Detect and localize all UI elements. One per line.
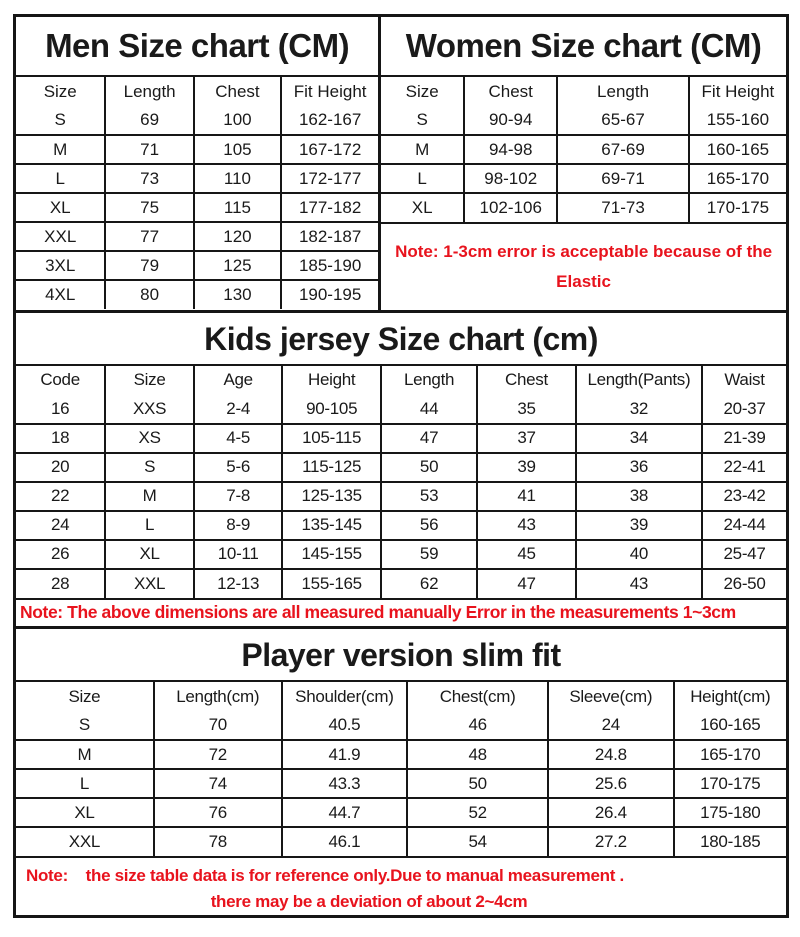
table-cell: 27.2 [548, 827, 674, 856]
table-cell: 5-6 [194, 453, 283, 482]
table-cell: 26.4 [548, 798, 674, 827]
table-row [16, 569, 786, 598]
table-row [16, 798, 786, 827]
table-cell: 177-182 [281, 193, 378, 222]
table-row [16, 106, 378, 135]
column-header: Size [381, 77, 464, 106]
column-header: Chest(cm) [407, 682, 548, 711]
women-note-line1: Note: 1-3cm error is acceptable because of the [395, 241, 773, 261]
table-row [16, 740, 786, 769]
kids-header-row [16, 366, 786, 395]
table-cell: L [105, 511, 194, 540]
player-header-row [16, 682, 786, 711]
table-row [16, 251, 378, 280]
table-cell: XXL [16, 827, 154, 856]
table-cell: 115 [194, 193, 281, 222]
column-header: Sleeve(cm) [548, 682, 674, 711]
column-header: Length(Pants) [576, 366, 702, 395]
column-header: Shoulder(cm) [282, 682, 408, 711]
table-cell: 41 [477, 482, 576, 511]
table-cell: 135-145 [282, 511, 381, 540]
table-cell: XXL [16, 222, 105, 251]
table-row [16, 424, 786, 453]
table-row [16, 827, 786, 856]
table-row [381, 106, 786, 135]
table-cell: 69 [105, 106, 193, 135]
column-header: Length(cm) [154, 682, 282, 711]
women-elastic-note [381, 222, 786, 310]
table-row [16, 193, 378, 222]
table-cell: 44 [381, 395, 477, 424]
kids-size-chart-section [16, 310, 786, 626]
column-header: Chest [464, 77, 557, 106]
table-cell: 47 [477, 569, 576, 598]
column-header: Height [282, 366, 381, 395]
table-cell: 34 [576, 424, 702, 453]
column-header: Chest [477, 366, 576, 395]
table-cell: 170-175 [689, 193, 786, 222]
column-header: Length [381, 366, 477, 395]
table-cell: 22-41 [702, 453, 786, 482]
table-cell: 79 [105, 251, 193, 280]
table-row [16, 540, 786, 569]
table-cell: 46 [407, 711, 548, 740]
table-cell: XS [105, 424, 194, 453]
table-row [16, 222, 378, 251]
table-cell: 170-175 [674, 769, 786, 798]
table-cell: 69-71 [557, 164, 689, 193]
men-table-body [16, 106, 378, 309]
table-cell: 26-50 [702, 569, 786, 598]
table-cell: XL [381, 193, 464, 222]
table-cell: 43 [576, 569, 702, 598]
table-cell: 47 [381, 424, 477, 453]
column-header: Code [16, 366, 105, 395]
kids-table-body [16, 395, 786, 598]
player-note-line2: there may be a deviation of about 2~4cm [210, 892, 528, 911]
men-size-chart-title: Men Size chart (CM) [16, 17, 378, 77]
table-cell: L [381, 164, 464, 193]
table-cell: 3XL [16, 251, 105, 280]
table-cell: 32 [576, 395, 702, 424]
table-cell: 155-160 [689, 106, 786, 135]
table-cell: 74 [154, 769, 282, 798]
table-cell: 20-37 [702, 395, 786, 424]
table-cell: 53 [381, 482, 477, 511]
table-cell: 40.5 [282, 711, 408, 740]
column-header: Waist [702, 366, 786, 395]
table-cell: 38 [576, 482, 702, 511]
table-cell: 175-180 [674, 798, 786, 827]
column-header: Age [194, 366, 283, 395]
table-cell: 182-187 [281, 222, 378, 251]
table-cell: 67-69 [557, 135, 689, 164]
table-cell: 185-190 [281, 251, 378, 280]
player-version-title: Player version slim fit [16, 629, 786, 682]
table-cell: 46.1 [282, 827, 408, 856]
column-header: Fit Height [281, 77, 378, 106]
kids-measurement-note: Note: The above dimensions are all measured manually Error in the measurements 1~3cm [16, 598, 786, 626]
table-cell: 71-73 [557, 193, 689, 222]
table-cell: 190-195 [281, 280, 378, 309]
table-cell: 71 [105, 135, 193, 164]
table-cell: 39 [576, 511, 702, 540]
table-cell: M [381, 135, 464, 164]
table-row [16, 164, 378, 193]
table-cell: 23-42 [702, 482, 786, 511]
table-cell: 102-106 [464, 193, 557, 222]
table-row [381, 164, 786, 193]
table-cell: XL [16, 193, 105, 222]
table-cell: 24.8 [548, 740, 674, 769]
table-cell: 24-44 [702, 511, 786, 540]
table-cell: 35 [477, 395, 576, 424]
table-row [16, 453, 786, 482]
column-header: Chest [194, 77, 281, 106]
table-cell: 22 [16, 482, 105, 511]
table-cell: 50 [407, 769, 548, 798]
table-cell: 120 [194, 222, 281, 251]
table-cell: 98-102 [464, 164, 557, 193]
column-header: Length [557, 77, 689, 106]
table-cell: 73 [105, 164, 193, 193]
player-version-section [16, 626, 786, 915]
table-cell: 20 [16, 453, 105, 482]
table-cell: 21-39 [702, 424, 786, 453]
table-cell: 165-170 [689, 164, 786, 193]
table-cell: L [16, 769, 154, 798]
table-cell: 50 [381, 453, 477, 482]
table-cell: 115-125 [282, 453, 381, 482]
men-header-row [16, 77, 378, 106]
table-cell: 77 [105, 222, 193, 251]
table-cell: 125-135 [282, 482, 381, 511]
men-size-chart-section [16, 17, 378, 310]
table-cell: S [16, 711, 154, 740]
player-size-table [16, 682, 786, 856]
table-cell: 100 [194, 106, 281, 135]
table-cell: 180-185 [674, 827, 786, 856]
table-cell: S [381, 106, 464, 135]
table-cell: XXS [105, 395, 194, 424]
kids-size-chart-title: Kids jersey Size chart (cm) [16, 313, 786, 366]
table-cell: 70 [154, 711, 282, 740]
column-header: Size [16, 682, 154, 711]
table-cell: 94-98 [464, 135, 557, 164]
table-cell: 2-4 [194, 395, 283, 424]
table-cell: 45 [477, 540, 576, 569]
table-cell: 160-165 [674, 711, 786, 740]
table-cell: 24 [16, 511, 105, 540]
table-cell: 44.7 [282, 798, 408, 827]
table-row [16, 711, 786, 740]
table-cell: 28 [16, 569, 105, 598]
table-cell: 36 [576, 453, 702, 482]
table-row [381, 135, 786, 164]
column-header: Size [16, 77, 105, 106]
table-cell: 48 [407, 740, 548, 769]
table-cell: 41.9 [282, 740, 408, 769]
kids-size-table [16, 366, 786, 598]
table-cell: 62 [381, 569, 477, 598]
table-cell: 160-165 [689, 135, 786, 164]
table-cell: 105 [194, 135, 281, 164]
column-header: Length [105, 77, 193, 106]
table-cell: 18 [16, 424, 105, 453]
women-size-chart-section [378, 17, 786, 310]
table-cell: 110 [194, 164, 281, 193]
table-cell: 8-9 [194, 511, 283, 540]
table-cell: 90-94 [464, 106, 557, 135]
table-cell: 76 [154, 798, 282, 827]
table-cell: XXL [105, 569, 194, 598]
table-cell: M [16, 740, 154, 769]
women-size-chart-title: Women Size chart (CM) [381, 17, 786, 77]
table-cell: 145-155 [282, 540, 381, 569]
table-cell: 25.6 [548, 769, 674, 798]
table-cell: 130 [194, 280, 281, 309]
table-cell: 125 [194, 251, 281, 280]
table-cell: 155-165 [282, 569, 381, 598]
table-cell: 37 [477, 424, 576, 453]
table-cell: 167-172 [281, 135, 378, 164]
table-cell: 65-67 [557, 106, 689, 135]
table-cell: 52 [407, 798, 548, 827]
size-chart-sheet [13, 14, 789, 918]
table-cell: 4-5 [194, 424, 283, 453]
table-cell: 39 [477, 453, 576, 482]
table-row [16, 135, 378, 164]
table-cell: 24 [548, 711, 674, 740]
player-table-body [16, 711, 786, 856]
table-cell: 10-11 [194, 540, 283, 569]
table-cell: 43.3 [282, 769, 408, 798]
column-header: Height(cm) [674, 682, 786, 711]
table-cell: 43 [477, 511, 576, 540]
women-header-row [381, 77, 786, 106]
table-cell: 59 [381, 540, 477, 569]
table-cell: XL [16, 798, 154, 827]
top-section [16, 17, 786, 310]
table-row [16, 769, 786, 798]
table-cell: 72 [154, 740, 282, 769]
table-cell: 25-47 [702, 540, 786, 569]
column-header: Size [105, 366, 194, 395]
table-cell: 162-167 [281, 106, 378, 135]
table-row [16, 280, 378, 309]
table-cell: 56 [381, 511, 477, 540]
table-cell: 90-105 [282, 395, 381, 424]
table-cell: 12-13 [194, 569, 283, 598]
table-cell: L [16, 164, 105, 193]
table-cell: 7-8 [194, 482, 283, 511]
women-table-body [381, 106, 786, 222]
table-cell: 105-115 [282, 424, 381, 453]
table-cell: M [16, 135, 105, 164]
table-cell: M [105, 482, 194, 511]
table-cell: 75 [105, 193, 193, 222]
table-cell: 40 [576, 540, 702, 569]
player-note-line1: Note: the size table data is for reference only.Due to manual measurement . [26, 866, 624, 885]
women-note-line2: Elastic [556, 271, 611, 291]
table-cell: 26 [16, 540, 105, 569]
table-cell: 54 [407, 827, 548, 856]
player-reference-note [16, 856, 786, 915]
table-row [381, 193, 786, 222]
column-header: Fit Height [689, 77, 786, 106]
table-cell: 165-170 [674, 740, 786, 769]
table-cell: S [16, 106, 105, 135]
men-size-table [16, 77, 378, 309]
table-cell: 78 [154, 827, 282, 856]
table-cell: 172-177 [281, 164, 378, 193]
table-cell: 16 [16, 395, 105, 424]
table-row [16, 511, 786, 540]
table-row [16, 395, 786, 424]
table-row [16, 482, 786, 511]
table-cell: 4XL [16, 280, 105, 309]
table-cell: XL [105, 540, 194, 569]
women-size-table [381, 77, 786, 222]
table-cell: 80 [105, 280, 193, 309]
table-cell: S [105, 453, 194, 482]
